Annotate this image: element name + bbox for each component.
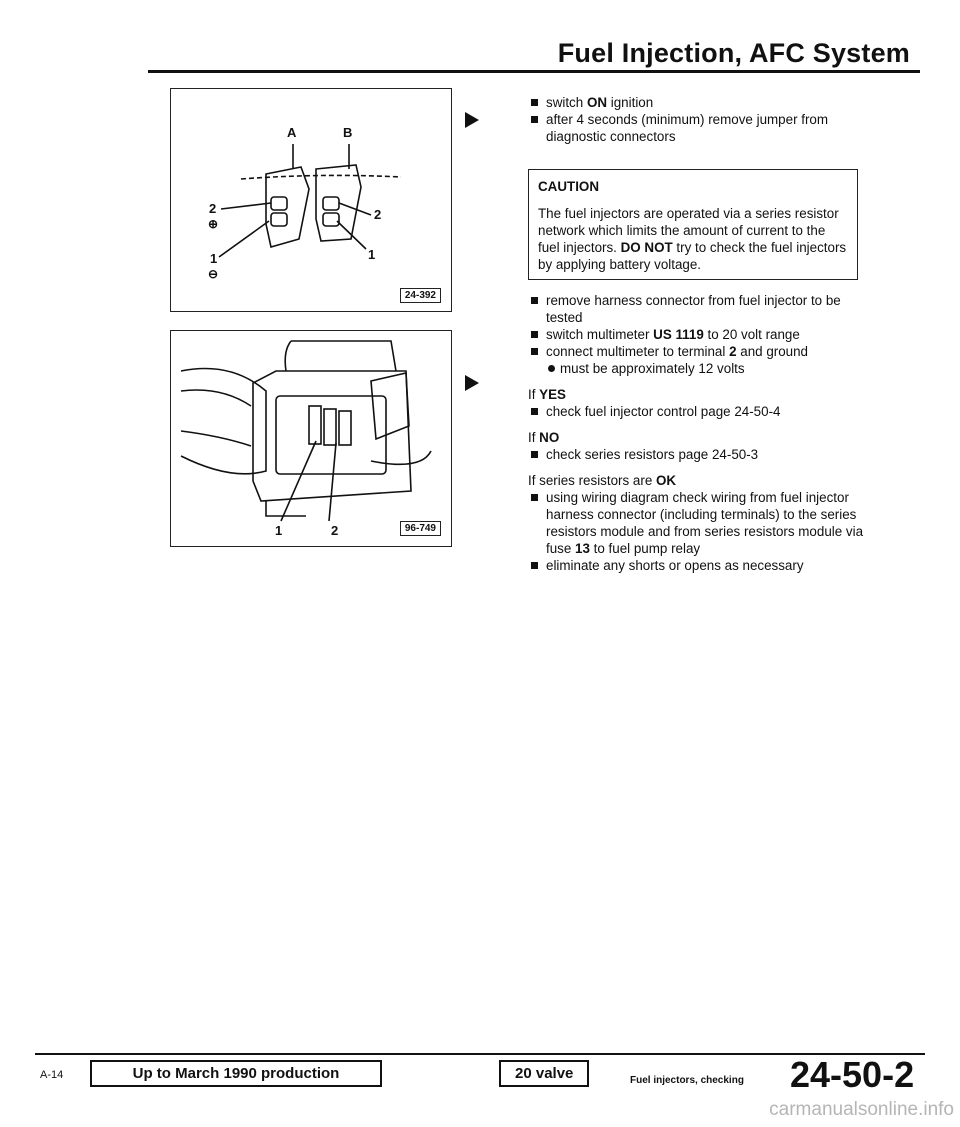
page-id: A-14 xyxy=(40,1069,64,1081)
list-item: must be approximately 12 volts xyxy=(528,360,873,377)
steps-mid xyxy=(528,292,873,360)
label-terminal-1-right: 1 xyxy=(368,247,376,262)
label-terminal-2-right: 2 xyxy=(374,207,382,222)
list-item: switch ON ignition xyxy=(528,94,873,111)
page-number: 24-50-2 xyxy=(790,1054,915,1095)
list-item: remove harness connector from fuel injector to be tested xyxy=(528,292,873,326)
steps-top xyxy=(528,94,873,145)
label-pin-1: 1 xyxy=(275,523,283,538)
pointer-arrow-icon xyxy=(465,375,479,391)
minus-icon: ⊖ xyxy=(208,267,219,281)
figure-injector-terminals xyxy=(170,88,452,312)
label-b: B xyxy=(343,125,353,140)
plus-icon: ⊕ xyxy=(208,217,219,231)
sub-steps xyxy=(528,360,873,377)
list-item: switch multimeter US 1119 to 20 volt range xyxy=(528,326,873,343)
list-item: after 4 seconds (minimum) remove jumper from diagnostic connectors xyxy=(528,111,873,145)
production-badge: Up to March 1990 production xyxy=(90,1060,382,1087)
header-rule xyxy=(148,70,920,73)
steps-ok xyxy=(528,489,873,574)
condition-ok: If series resistors are OK xyxy=(528,473,677,488)
label-terminal-1-left: 1 xyxy=(210,251,218,266)
figure-reference: 24-392 xyxy=(400,288,441,303)
steps-yes xyxy=(528,403,873,420)
valve-badge: 20 valve xyxy=(499,1060,589,1087)
condition-no: If NO xyxy=(528,430,560,445)
caution-text: The fuel injectors are operated via a series resistor network which limits the amount of current to the fuel injectors. DO NOT try to check the fuel injectors by applying battery voltage. xyxy=(538,206,847,272)
caution-box xyxy=(528,169,858,280)
label-pin-2: 2 xyxy=(331,523,339,538)
page-title: Fuel Injection, AFC System xyxy=(557,38,910,68)
procedure-text xyxy=(528,94,873,574)
condition-yes: If YES xyxy=(528,387,566,402)
list-item: check series resistors page 24-50-3 xyxy=(528,446,873,463)
steps-no xyxy=(528,446,873,463)
harness-connector-drawing xyxy=(171,331,451,546)
figure-harness-connector xyxy=(170,330,452,547)
figure-reference: 96-749 xyxy=(400,521,441,536)
list-item: connect multimeter to terminal 2 and ground xyxy=(528,343,873,360)
caution-title: CAUTION xyxy=(538,179,599,194)
section-title: Fuel injectors, checking xyxy=(630,1075,744,1086)
label-terminal-2-left: 2 xyxy=(209,201,217,216)
watermark: carmanualsonline.info xyxy=(769,1099,954,1120)
label-a: A xyxy=(287,125,297,140)
pointer-arrow-icon xyxy=(465,112,479,128)
list-item: eliminate any shorts or opens as necessary xyxy=(528,557,873,574)
list-item: check fuel injector control page 24-50-4 xyxy=(528,403,873,420)
list-item: using wiring diagram check wiring from fuel injector harness connector (including terminals) to the series resistors module and from series resistors module via fuse 13 to fuel pump relay xyxy=(528,489,873,557)
